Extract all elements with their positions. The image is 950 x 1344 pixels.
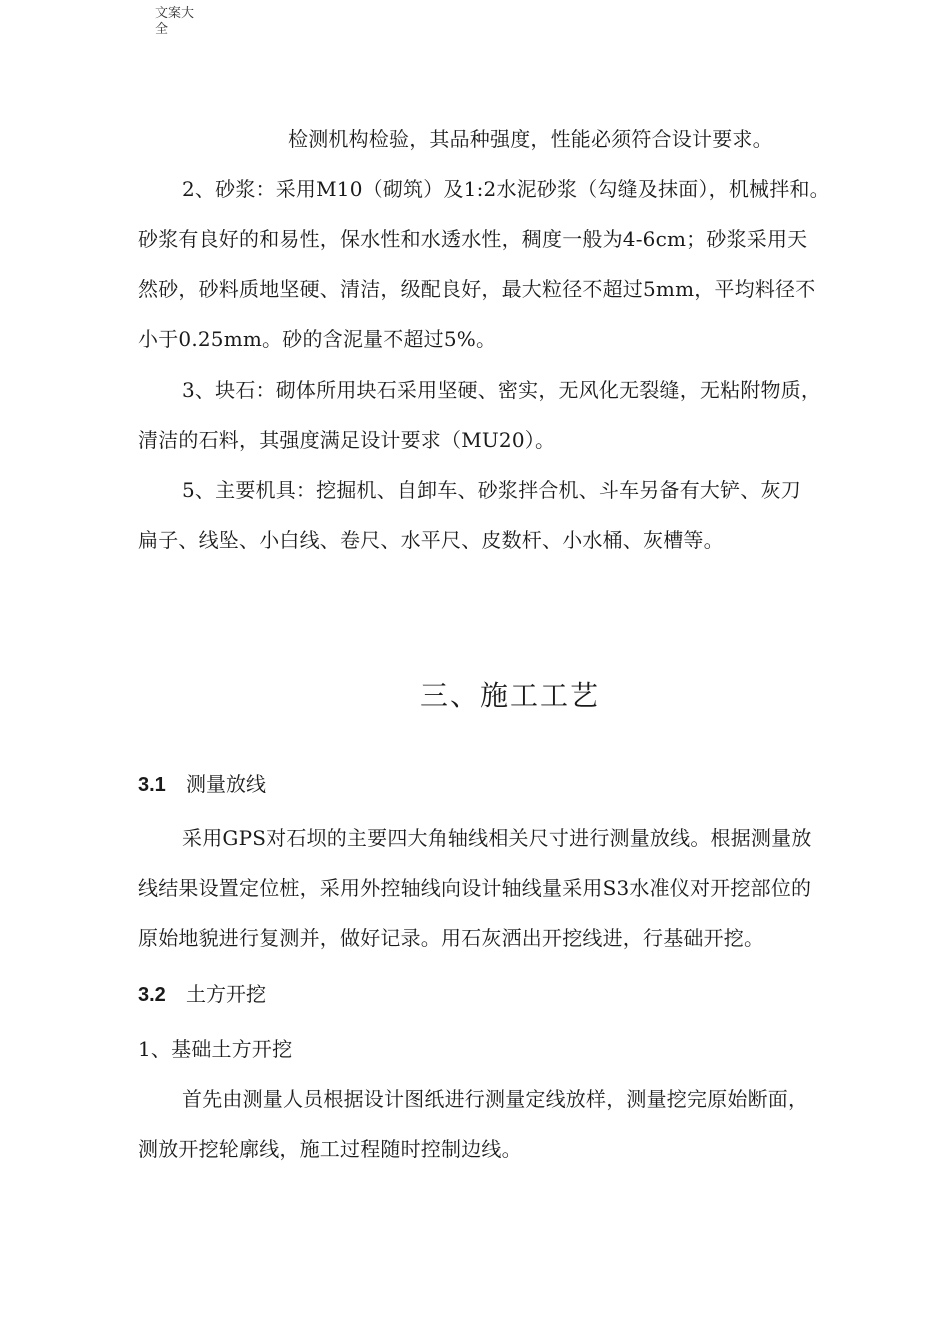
- subsection-heading: [138, 770, 266, 799]
- paragraph-line: 扁子、线坠、小白线、卷尺、水平尺、皮数杆、小水桶、灰槽等。: [138, 528, 724, 552]
- paragraph-line: 采用GPS对石坝的主要四大角轴线相关尺寸进行测量放线。根据测量放: [182, 826, 812, 850]
- paragraph-line: 2、砂浆：采用M10（砌筑）及1:2水泥砂浆（勾缝及抹面），机械拌和。: [182, 177, 830, 201]
- subsection-number: 3.2: [138, 984, 166, 1006]
- subsection-title: 测量放线: [186, 772, 266, 796]
- header-note: 文案大全: [155, 6, 195, 37]
- paragraph-line: 测放开挖轮廓线，施工过程随时控制边线。: [138, 1137, 522, 1161]
- paragraph-line: 然砂，砂料质地坚硬、清洁，级配良好，最大粒径不超过5mm，平均料径不: [138, 277, 816, 301]
- list-item: 1、基础土方开挖: [138, 1037, 293, 1061]
- paragraph-line: 首先由测量人员根据设计图纸进行测量定线放样，测量挖完原始断面，: [182, 1087, 809, 1111]
- section-title: 三、施工工艺: [419, 679, 600, 712]
- paragraph-line: 3、块石：砌体所用块石采用坚硬、密实，无风化无裂缝，无粘附物质，: [182, 378, 822, 402]
- subsection-number: 3.1: [138, 774, 166, 796]
- paragraph-line: 检测机构检验，其品种强度，性能必须符合设计要求。: [288, 127, 773, 151]
- subsection-title: 土方开挖: [186, 982, 266, 1006]
- paragraph-line: 小于0.25mm。砂的含泥量不超过5%。: [138, 327, 497, 351]
- paragraph-line: 线结果设置定位桩，采用外控轴线向设计轴线量采用S3水准仪对开挖部位的: [138, 876, 812, 900]
- subsection-heading: [138, 980, 266, 1009]
- paragraph-line: 原始地貌进行复测并，做好记录。用石灰洒出开挖线进，行基础开挖。: [138, 926, 765, 950]
- paragraph-line: 砂浆有良好的和易性，保水性和水透水性，稠度一般为4-6cm；砂浆采用天: [138, 227, 808, 251]
- paragraph-line: 清洁的石料，其强度满足设计要求（MU20）。: [138, 428, 556, 452]
- paragraph-line: 5、主要机具：挖掘机、自卸车、砂浆拌合机、斗车另备有大铲、灰刀: [182, 478, 801, 502]
